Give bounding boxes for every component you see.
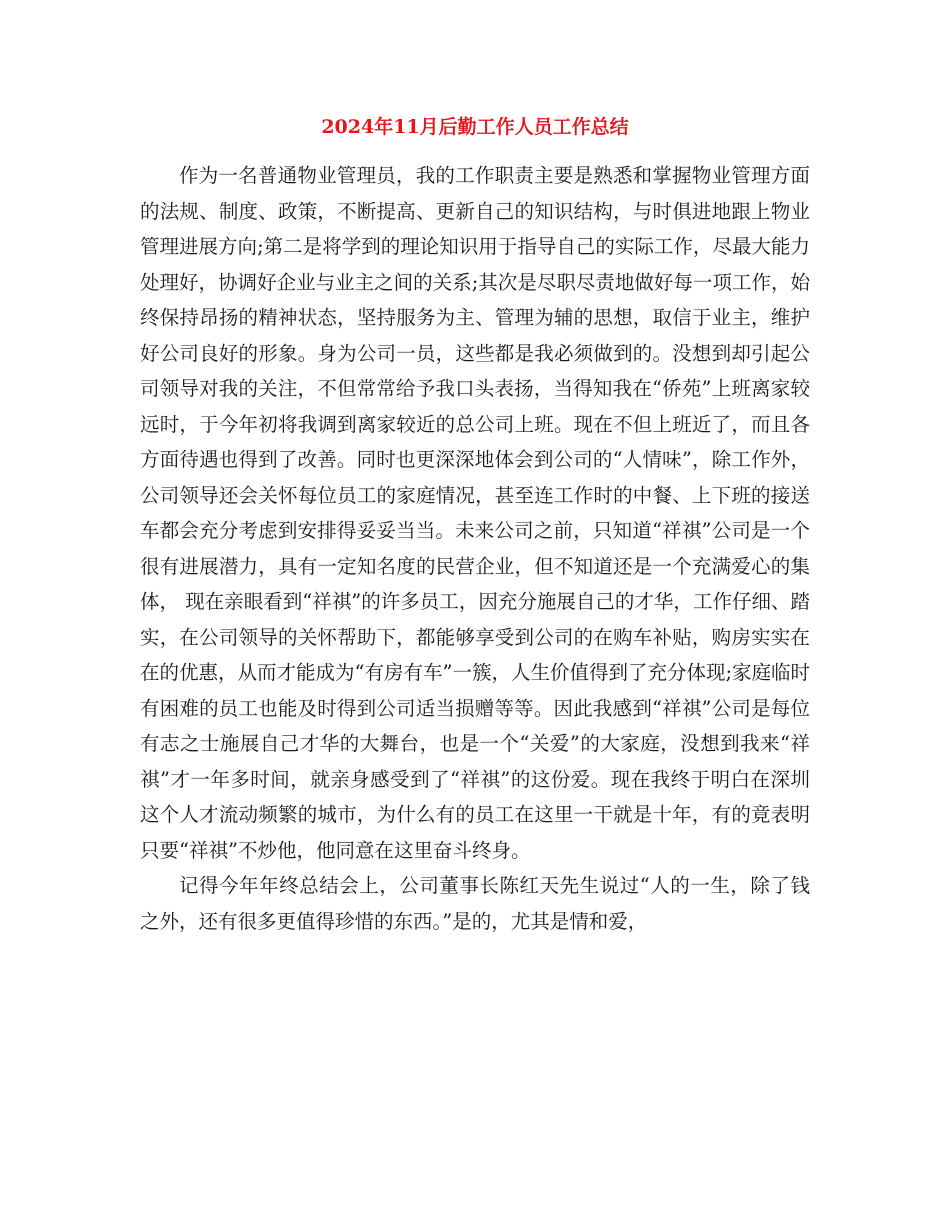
document-body — [140, 158, 810, 939]
paragraph-2: 记得今年年终总结会上，公司董事长陈红天先生说过“人的一生，除了钱之外，还有很多更值得珍惜的东西。”是的，尤其是情和爱， — [140, 874, 810, 933]
paragraph-1: 作为一名普通物业管理员，我的工作职责主要是熟悉和掌握物业管理方面的法规、制度、政策，不断提高、更新自己的知识结构，与时俱进地跟上物业管理进展方向;第二是将学到的理论知识用于指导自己的实际工作，尽最大能力处理好，协调好企业与业主之间的关系;其次是尽职尽责地做好每一项工作，始终保持昂扬的精神状态，坚持服务为主、管理为辅的思想，取信于业主，维护好公司良好的形象。身为公司一员，这些都是我必须做到的。没想到却引起公司领导对我的关注，不但常常给予我口头表扬，当得知我在“侨苑”上班离家较远时，于今年初将我调到离家较近的总公司上班。现在不但上班近了，而且各方面待遇也得到了改善。同时也更深深地体会到公司的“人情味”，除工作外，公司领导还会关怀每位员工的家庭情况，甚至连工作时的中餐、上下班的接送车都会充分考虑到安排得妥妥当当。未来公司之前，只知道“祥祺”公司是一个很有进展潜力，具有一定知名度的民营企业，但不知道还是一个充满爱心的集体， 现在亲眼看到“祥祺”的许多员工，因充分施展自己的才华，工作仔细、踏实，在公司领导的关怀帮助下，都能够享受到公司的在购车补贴，购房实实在在的优惠，从而才能成为“有房有车”一簇，人生价值得到了充分体现;家庭临时有困难的员工也能及时得到公司适当损赠等等。因此我感到“祥祺”公司是每位有志之士施展自己才华的大舞台，也是一个“关爱”的大家庭，没想到我来“祥祺”才一年多时间，就亲身感受到了“祥祺”的这份爱。现在我终于明白在深圳这个人才流动频繁的城市，为什么有的员工在这里一干就是十年，有的竟表明只要“祥祺”不炒他，他同意在这里奋斗终身。 — [140, 164, 811, 862]
document-title: 2024年11月后勤工作人员工作总结 — [321, 116, 629, 138]
